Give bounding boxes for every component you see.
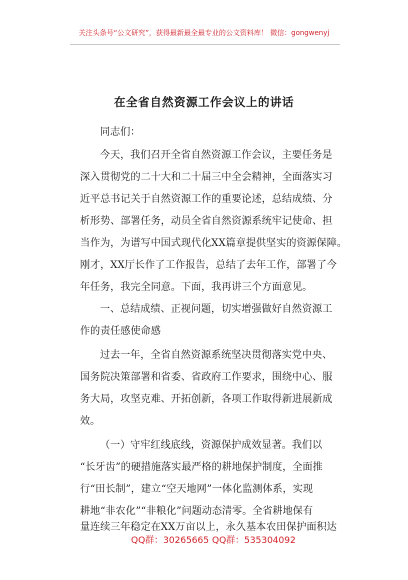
paragraph-line: 年任务，我完全同意。下面，我再讲三个方面意见。 bbox=[80, 282, 313, 293]
paragraph-line: 效。 bbox=[80, 416, 101, 427]
section-heading-line: 作的责任感使命感 bbox=[80, 326, 161, 337]
paragraph-line: 深入贯彻党的二十大和二十届三中全会精神，全面落实习 bbox=[80, 172, 333, 183]
paragraph-line: 近平总书记关于自然资源工作的重要论述，总结成绩、分 bbox=[80, 194, 333, 205]
paragraph-line: 务大局，攻坚克难、开拓创新，各项工作取得新进展新成 bbox=[80, 394, 333, 405]
paragraph-line: 行“田长制”，建立“空天地网”一体化监测体系，实现 bbox=[80, 484, 313, 495]
paragraph-line: 当作为，为谱写中国式现代化XX篇章提供坚实的资源保障。 bbox=[80, 238, 347, 249]
paragraph-line: 今天，我们召开全省自然资源工作会议，主要任务是 bbox=[100, 150, 333, 161]
paragraph-line: 过去一年，全省自然资源系统坚决贯彻落实党中央、 bbox=[100, 350, 333, 361]
header-banner: 关注头条号“公文研究”，获得最新最全最专业的公文资料库！ 微信：gongwenyj bbox=[78, 29, 330, 37]
paragraph-line: 耕地“非农化”“非粮化”问题动态清零。全省耕地保有 bbox=[80, 506, 313, 517]
paragraph-line: 析形势、部署任务，动员全省自然资源系统牢记使命、担 bbox=[80, 216, 333, 227]
salutation-line: 同志们： bbox=[100, 127, 141, 138]
paragraph-line: 国务院决策部署和省委、省政府工作要求，围绕中心、服 bbox=[80, 372, 333, 383]
header-divider bbox=[70, 44, 340, 45]
footer-qq-group-1: QQ群：30265665 bbox=[131, 536, 209, 546]
paragraph-line: 量连续三年稳定在XX万亩以上，永久基本农田保护面积达 bbox=[80, 522, 337, 533]
paragraph-line: （一）守牢红线底线，资源保护成效显著。我们以 bbox=[100, 440, 323, 451]
document-title: 在全省自然资源工作会议上的讲话 bbox=[114, 95, 294, 109]
paragraph-line: 刚才，XX厅长作了工作报告，总结了去年工作，部署了今 bbox=[80, 260, 337, 271]
section-heading-line: 一、总结成绩、正视问题，切实增强做好自然资源工 bbox=[100, 304, 333, 315]
paragraph-line: “长牙齿”的硬措施落实最严格的耕地保护制度，全面推 bbox=[80, 462, 323, 473]
footer-qq-group-2: QQ群：535304092 bbox=[212, 536, 296, 546]
